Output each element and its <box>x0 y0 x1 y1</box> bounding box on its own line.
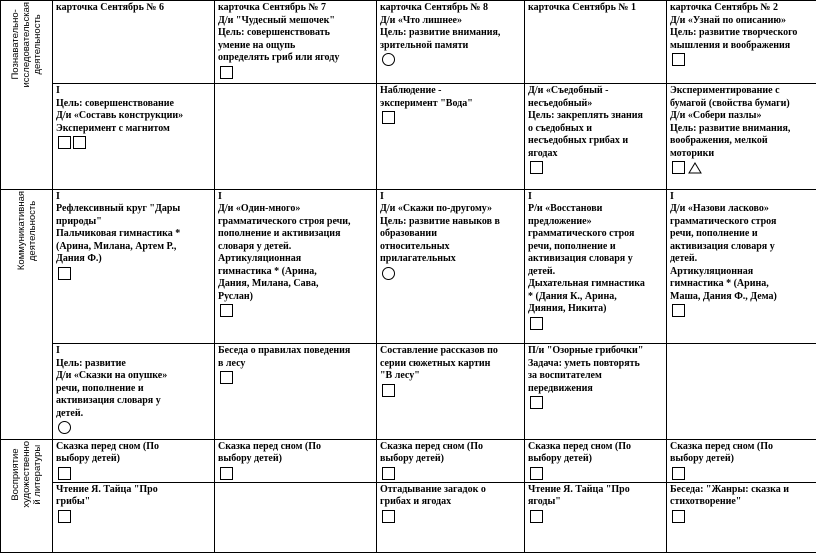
activity-cell <box>53 482 215 552</box>
square-symbol-icon <box>672 510 685 523</box>
activity-text-line: карточка Сентябрь № 1 <box>528 2 636 13</box>
activity-text-line: моторики <box>670 147 715 159</box>
activity-text-line: несъедобный» <box>528 97 593 109</box>
activity-text-line: Беседа: "Жанры: сказка и <box>670 483 790 495</box>
cell-symbols <box>528 467 663 480</box>
cell-symbols <box>56 421 211 434</box>
activity-cell <box>525 482 667 552</box>
square-symbol-icon <box>58 267 71 280</box>
activity-text-line: Чтение Я. Тайца "Про <box>56 483 158 495</box>
activity-text-line: гимнастика * (Арина, <box>670 278 769 290</box>
activity-text-line: предложение» <box>528 215 592 227</box>
activity-cell <box>377 439 525 482</box>
activity-text-line: Цель: развитие навыков в <box>380 215 500 227</box>
activity-text-line: детей. <box>56 407 84 419</box>
activity-text-line: несъедобных грибах и <box>528 135 629 147</box>
cell-symbols <box>380 510 521 523</box>
activity-text-line: Цель: развитие творческого <box>670 27 798 38</box>
square-symbol-icon <box>382 111 395 124</box>
category-cell <box>1 439 53 552</box>
table-row <box>1 344 816 440</box>
activity-text-line: Дыхательная гимнастика <box>528 278 645 290</box>
activity-text-line: грамматического строя <box>528 228 635 240</box>
activity-text-line: Д/и «Скажи по-другому» <box>380 203 493 215</box>
activity-text-line: Задача: уметь повторять <box>528 357 640 369</box>
activity-text-line: Сказка перед сном (По <box>670 440 774 452</box>
activity-text-line: пополнение и активизация <box>218 228 341 240</box>
cell-symbols <box>380 384 521 397</box>
table-row <box>1 189 816 343</box>
cell-symbols <box>528 396 663 409</box>
activity-cell <box>667 1 816 84</box>
square-symbol-icon <box>220 371 233 384</box>
activity-text-line: Отгадывание загадок о <box>380 483 486 495</box>
cell-symbols <box>528 161 663 174</box>
activity-text-line: I <box>56 85 60 97</box>
cell-symbols <box>380 267 521 280</box>
square-symbol-icon <box>73 136 86 149</box>
activity-text-line: Дания Ф.) <box>56 253 102 265</box>
cell-symbols <box>218 66 373 79</box>
activity-text-line: Дияния, Никита) <box>528 303 607 315</box>
category-label: Восприятие художественно й литературы <box>10 440 43 508</box>
square-symbol-icon <box>530 161 543 174</box>
activity-text-line: выбору детей) <box>380 453 444 465</box>
cell-symbols <box>56 267 211 280</box>
activity-text-line: выбору детей) <box>670 453 734 465</box>
activity-text-line: I <box>528 190 532 202</box>
square-symbol-icon <box>672 161 685 174</box>
cell-symbols <box>670 304 813 317</box>
activity-text-line: воображения, мелкой <box>670 135 768 147</box>
activity-text-line: Сказка перед сном (По <box>218 440 322 452</box>
category-cell <box>1 1 53 190</box>
activity-text-line: выбору детей) <box>56 453 120 465</box>
activity-text-line: Цель: совершенствование <box>56 97 174 109</box>
activity-text-line: Д/и «Съедобный - <box>528 85 609 97</box>
activity-text-line: грамматического строя <box>670 215 777 227</box>
activity-text-line: Маша, Дания Ф., Дема) <box>670 290 777 302</box>
square-symbol-icon <box>530 510 543 523</box>
activity-text-line: словаря у детей. <box>218 240 292 252</box>
activity-text-line: образовании <box>380 228 437 240</box>
category-cell <box>1 189 53 439</box>
activity-cell <box>667 84 816 190</box>
activity-cell <box>667 482 816 552</box>
activity-text-line: гимнастика * (Арина, <box>218 265 317 277</box>
cell-symbols <box>380 111 521 124</box>
activity-cell <box>667 344 816 440</box>
square-symbol-icon <box>58 467 71 480</box>
activity-cell <box>215 1 377 84</box>
activity-cell <box>53 439 215 482</box>
activity-text-line: грибах и ягодах <box>380 496 452 508</box>
activity-text-line: Цель: развитие <box>56 357 126 369</box>
activity-text-line: Цель: развитие внимания, <box>380 27 501 38</box>
table-row <box>1 482 816 552</box>
activity-text-line: активизация словаря у <box>528 253 633 265</box>
cell-symbols <box>528 510 663 523</box>
activity-cell <box>525 439 667 482</box>
activity-text-line: активизация словаря у <box>670 240 775 252</box>
activity-text-line: Артикуляционная <box>218 253 302 265</box>
activity-text-line: Д/и "Чудесный мешочек" <box>218 14 335 26</box>
activity-cell <box>53 189 215 343</box>
activity-cell <box>377 84 525 190</box>
activity-cell <box>525 84 667 190</box>
activity-text-line: Д/и «Сказки на опушке» <box>56 370 168 382</box>
activity-text-line: (Арина, Милана, Артем Р., <box>56 240 177 252</box>
activity-text-line: относительных <box>380 240 450 252</box>
activity-text-line: детей. <box>528 265 556 277</box>
activity-text-line: грибы" <box>56 496 91 508</box>
activity-text-line: I <box>670 190 674 202</box>
activity-text-line: "В лесу" <box>380 370 420 382</box>
activity-text-line: речи, пополнение и <box>528 240 616 252</box>
circle-symbol-icon <box>382 267 395 280</box>
triangle-symbol-icon <box>688 162 702 174</box>
activity-text-line: Артикуляционная <box>670 265 754 277</box>
activity-text-line: Рефлексивный круг "Дары <box>56 203 181 215</box>
activity-cell <box>667 189 816 343</box>
activity-text-line: природы" <box>56 215 102 227</box>
activity-cell <box>525 344 667 440</box>
activity-text-line: серии сюжетных картин <box>380 357 491 369</box>
cell-symbols <box>670 53 813 66</box>
activity-text-line: карточка Сентябрь № 6 <box>56 2 164 13</box>
activity-text-line: речи, пополнение и <box>56 382 144 394</box>
activity-text-line: Наблюдение - <box>380 85 442 97</box>
activity-text-line: Д/и «Составь конструкции» <box>56 110 184 122</box>
square-symbol-icon <box>672 53 685 66</box>
square-symbol-icon <box>58 136 71 149</box>
activity-text-line: * (Дания К., Арина, <box>528 290 617 302</box>
activity-text-line: I <box>56 345 60 357</box>
activity-cell <box>525 1 667 84</box>
category-label: Коммуникативная деятельность <box>15 190 38 271</box>
square-symbol-icon <box>382 384 395 397</box>
activity-text-line: Сказка перед сном (По <box>380 440 484 452</box>
circle-symbol-icon <box>382 53 395 66</box>
cell-symbols <box>56 510 211 523</box>
activity-text-line: выбору детей) <box>528 453 592 465</box>
activity-text-line: мышления и воображения <box>670 39 791 51</box>
activity-cell <box>215 439 377 482</box>
cell-symbols <box>670 510 813 523</box>
cell-symbols <box>670 161 813 174</box>
activity-text-line: выбору детей) <box>218 453 282 465</box>
square-symbol-icon <box>220 304 233 317</box>
activity-text-line: детей. <box>670 253 698 265</box>
activity-text-line: I <box>218 190 222 202</box>
activity-text-line: Эксперимент с магнитом <box>56 122 170 134</box>
cell-symbols <box>56 136 211 149</box>
table-row <box>1 1 816 84</box>
activity-text-line: умение на ощупь <box>218 39 296 51</box>
activity-text-line: Д/и «Что лишнее» <box>380 14 462 26</box>
square-symbol-icon <box>672 304 685 317</box>
activity-text-line: Дания, Милана, Сава, <box>218 278 319 290</box>
activity-text-line: карточка Сентябрь № 7 <box>218 2 326 13</box>
cell-symbols <box>528 317 663 330</box>
circle-symbol-icon <box>58 421 71 434</box>
activity-cell <box>525 189 667 343</box>
activity-cell <box>215 344 377 440</box>
activity-cell <box>53 84 215 190</box>
activity-text-line: Цель: закреплять знания <box>528 110 643 122</box>
activity-text-line: грамматического строя речи, <box>218 215 351 227</box>
activity-cell <box>377 189 525 343</box>
activity-text-line: Цель: совершенствовать <box>218 27 330 38</box>
category-label: Познавательно- исследовательская деятельность <box>10 2 43 88</box>
activity-text-line: карточка Сентябрь № 8 <box>380 2 488 13</box>
activity-cell <box>377 344 525 440</box>
activity-text-line: Сказка перед сном (По <box>56 440 160 452</box>
activity-text-line: прилагательных <box>380 253 456 265</box>
activity-text-line: бумагой (свойства бумаги) <box>670 97 790 109</box>
activity-text-line: в лесу <box>218 357 246 369</box>
cell-symbols <box>218 371 373 384</box>
cell-symbols <box>380 467 521 480</box>
activity-text-line: Составление рассказов по <box>380 345 498 357</box>
activity-text-line: Цель: развитие внимания, <box>670 122 791 134</box>
activity-text-line: Пальчиковая гимнастика * <box>56 228 181 240</box>
square-symbol-icon <box>530 317 543 330</box>
activity-cell <box>215 84 377 190</box>
activity-text-line: за воспитателем <box>528 370 602 382</box>
activity-text-line: карточка Сентябрь № 2 <box>670 2 778 13</box>
activity-text-line: ягодах <box>528 147 558 159</box>
activity-text-line: Д/и «Собери пазлы» <box>670 110 762 122</box>
activity-text-line: передвижения <box>528 382 593 394</box>
square-symbol-icon <box>382 467 395 480</box>
activity-text-line: эксперимент "Вода" <box>380 97 473 109</box>
cell-symbols <box>56 467 211 480</box>
activity-text-line: речи, пополнение и <box>670 228 758 240</box>
activity-cell <box>667 439 816 482</box>
activity-text-line: Д/и «Один-много» <box>218 203 301 215</box>
activity-text-line: Сказка перед сном (По <box>528 440 632 452</box>
activity-text-line: зрительной памяти <box>380 39 469 51</box>
activity-cell <box>215 189 377 343</box>
activity-text-line: I <box>380 190 384 202</box>
cell-symbols <box>670 467 813 480</box>
activity-text-line: Руслан) <box>218 290 253 302</box>
activity-text-line: Беседа о правилах поведения <box>218 345 351 357</box>
square-symbol-icon <box>220 66 233 79</box>
square-symbol-icon <box>530 467 543 480</box>
cell-symbols <box>218 467 373 480</box>
activity-cell <box>53 1 215 84</box>
activity-cell <box>377 482 525 552</box>
activity-text-line: ягоды" <box>528 496 561 508</box>
activity-cell <box>215 482 377 552</box>
activity-text-line: Чтение Я. Тайца "Про <box>528 483 630 495</box>
square-symbol-icon <box>58 510 71 523</box>
square-symbol-icon <box>220 467 233 480</box>
activity-text-line: Д/и «Назови ласково» <box>670 203 769 215</box>
activity-cell <box>53 344 215 440</box>
activity-text-line: Р/и «Восстанови <box>528 203 603 215</box>
cell-symbols <box>380 53 521 66</box>
square-symbol-icon <box>382 510 395 523</box>
activity-cell <box>377 1 525 84</box>
square-symbol-icon <box>530 396 543 409</box>
table-row <box>1 439 816 482</box>
activity-text-line: Д/и «Узнай по описанию» <box>670 14 786 26</box>
activity-text-line: активизация словаря у <box>56 395 161 407</box>
activity-text-line: I <box>56 190 60 202</box>
activity-text-line: о съедобных и <box>528 122 592 134</box>
table-row <box>1 84 816 190</box>
cell-symbols <box>218 304 373 317</box>
activity-text-line: Экспериментирование с <box>670 85 780 97</box>
activity-text-line: П/и "Озорные грибочки" <box>528 345 644 357</box>
square-symbol-icon <box>672 467 685 480</box>
activity-text-line: определять гриб или ягоду <box>218 52 340 63</box>
activity-text-line: стихотворение" <box>670 496 742 508</box>
